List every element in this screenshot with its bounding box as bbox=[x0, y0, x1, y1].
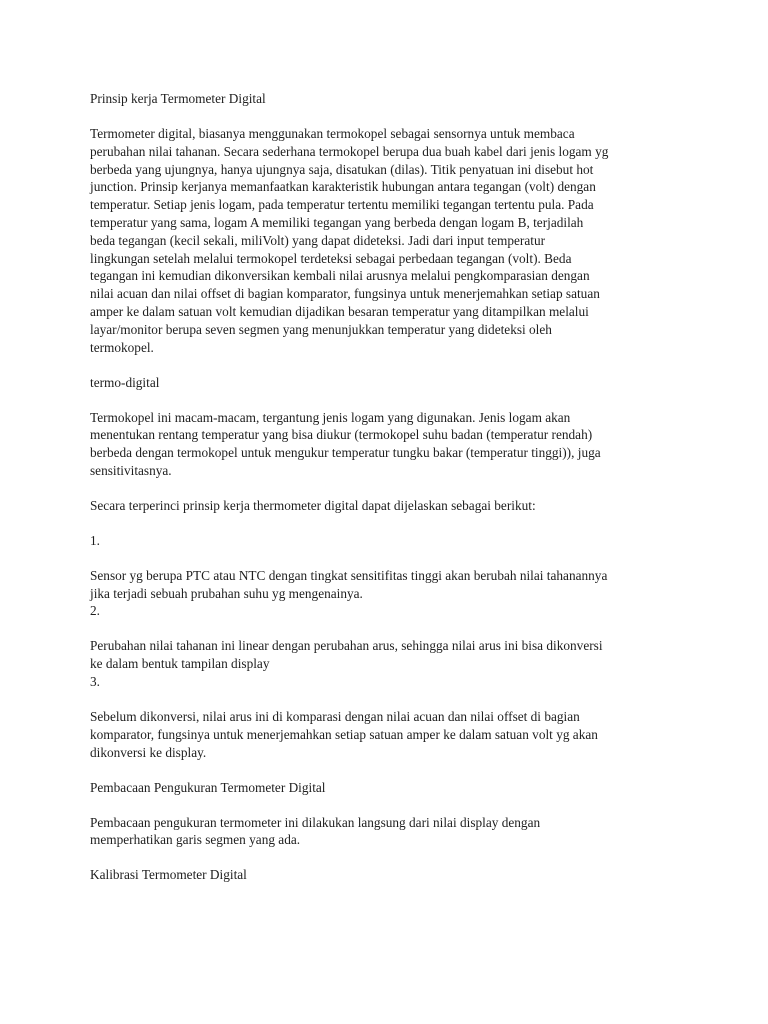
heading-pembacaan: Pembacaan Pengukuran Termometer Digital bbox=[90, 779, 326, 795]
paragraph-rinci: Secara terperinci prinsip kerja thermometer digital dapat dijelaskan sebagai berikut: bbox=[90, 497, 536, 513]
document-page bbox=[90, 90, 710, 901]
document-title: Prinsip kerja Termometer Digital bbox=[90, 91, 266, 106]
step-text-2: Perubahan nilai tahanan ini linear dengan perubahan arus, sehingga nilai arus ini bisa dikonversi ke dalam bentuk tampilan display bbox=[90, 638, 603, 672]
paragraph-termokopel: Termokopel ini macam-macam, tergantung jenis logam yang digunakan. Jenis logam akan menentukan rentang temperatur yang bisa diukur (termokopel suhu badan (temperatur rendah) berbeda dengan termokopel untuk mengukur temperatur tungku bakar (temperatur tinggi)), juga sensitivitasnya. bbox=[90, 409, 601, 478]
step-number-3: 3. bbox=[90, 674, 100, 690]
step-text-3: Sebelum dikonversi, nilai arus ini di komparasi dengan nilai acuan dan nilai offset di bagian komparator, fungsinya untuk menerjemahkan setiap satuan amper ke dalam satuan volt yg akan dikonversi ke display. bbox=[90, 709, 598, 760]
paragraph-intro: Termometer digital, biasanya menggunakan termokopel sebagai sensornya untuk membaca perubahan nilai tahanan. Secara sederhana termokopel berupa dua buah kabel dari jenis logam yg berbeda yang ujungnya, hanya ujungnya saja, disatukan (dilas). Titik penyatuan ini disebut hot junction. Prinsip kerjanya memanfaatkan karakteristik hubungan antara tegangan (volt) dengan temperatur. Setiap jenis logam, pada temperatur tertentu memiliki tegangan tertentu pula. Pada temperatur yang sama, logam A memiliki tegangan yang berbeda dengan logam B, terjadilah beda tegangan (kecil sekali, miliVolt) yang dapat dideteksi. Jadi dari input temperatur lingkungan setelah melalui termokopel terdeteksi sebagai perbedaan tegangan (volt). Beda tegangan ini kemudian dikonversikan kembali nilai arusnya melalui pengkomparasian dengan nilai acuan dan nilai offset di bagian komparator, fungsinya untuk menerjemahkan setiap satuan amper ke dalam satuan volt kemudian dijadikan besaran temperatur yang ditampilkan melalui layar/monitor berupa seven segmen yang menunjukkan temperatur yang dideteksi oleh termokopel. bbox=[90, 125, 609, 355]
paragraph-pembacaan: Pembacaan pengukuran termometer ini dilakukan langsung dari nilai display dengan memperhatikan garis segmen yang ada. bbox=[90, 814, 541, 848]
heading-kalibrasi: Kalibrasi Termometer Digital bbox=[90, 867, 247, 883]
step-text-1: Sensor yg berupa PTC atau NTC dengan tingkat sensitifitas tinggi akan berubah nilai tahanannya jika terjadi sebuah prubahan suhu yg mengenainya. bbox=[90, 567, 608, 601]
heading-termo-digital: termo-digital bbox=[90, 374, 160, 390]
step-number-2: 2. bbox=[90, 603, 100, 619]
step-number-1: 1. bbox=[90, 532, 100, 548]
